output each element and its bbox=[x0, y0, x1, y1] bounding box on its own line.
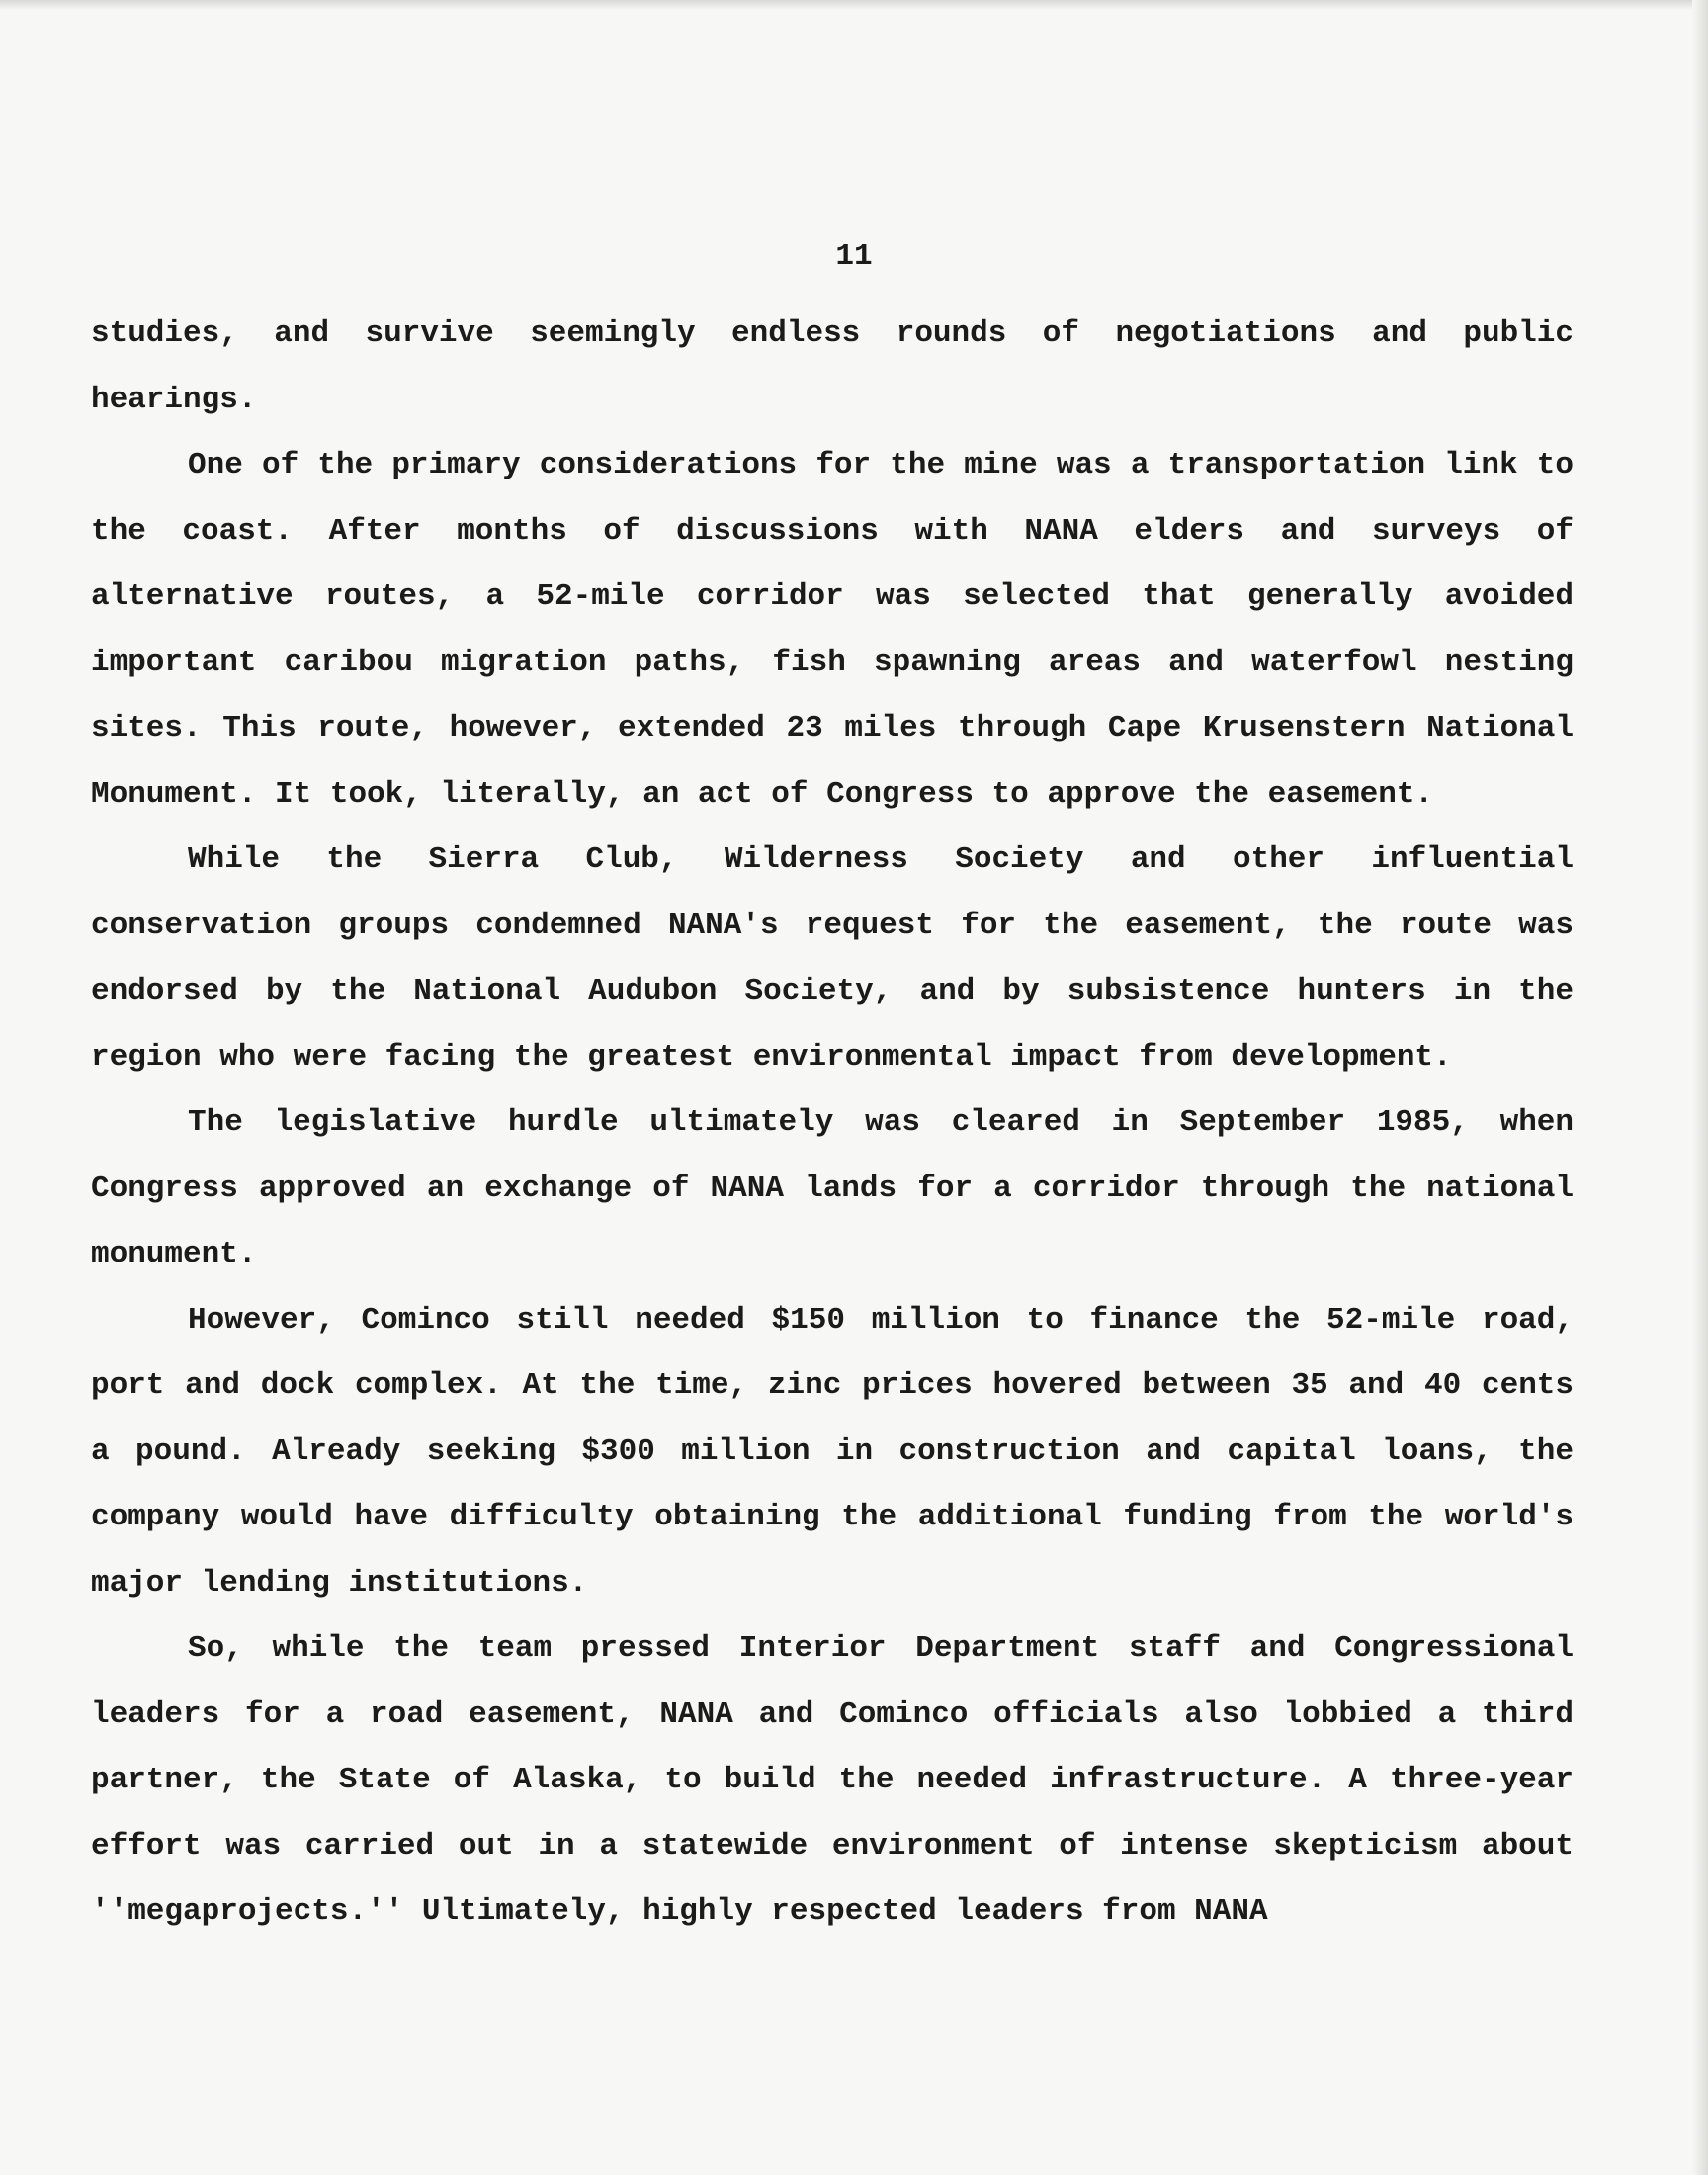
paragraph-continuation: studies, and survive seemingly endless rounds of negotiations and public hearings. bbox=[91, 316, 1574, 417]
paragraph-financing: However, Cominco still needed $150 million to finance the 52-mile road, port and dock complex. At the time, zinc prices hovered between 35 and 40 cents a pound. Already seeking $300 million in construction and capital loans, the company would have difficulty obtaining the additional funding from the world's major lending institutions. bbox=[91, 1302, 1574, 1601]
paragraph-transportation-link: One of the primary considerations for the mine was a transportation link to the coast. After months of discussions with NANA elders and surveys of alternative routes, a 52-mile corridor was selected that generally avoided important caribou migration paths, fish spawning areas and waterfowl nesting sites. This route, however, extended 23 miles through Cape Krusenstern National Monument. It took, literally, an act of Congress to approve the easement. bbox=[91, 448, 1574, 812]
scan-edge-right bbox=[1692, 0, 1708, 2175]
paragraph-conservation-groups: While the Sierra Club, Wilderness Society and other influential conservation groups condemned NANA's request for the easement, the route was endorsed by the National Audubon Society, and by subsistence hunters in the region who were facing the greatest environmental impact from development. bbox=[91, 842, 1574, 1075]
paragraph-legislative-hurdle: The legislative hurdle ultimately was cleared in September 1985, when Congress approved an exchange of NANA lands for a corridor through the national monument. bbox=[91, 1105, 1574, 1271]
paragraph-state-partner: So, while the team pressed Interior Department staff and Congressional leaders for a road easement, NANA and Cominco officials also lobbied a third partner, the State of Alaska, to build the needed infrastructure. A three-year effort was carried out in a statewide environment of intense skepticism about ''megaprojects.'' Ultimately, highly respected leaders from NANA bbox=[91, 1631, 1574, 1929]
page-number: 11 bbox=[835, 239, 873, 274]
body-text bbox=[91, 302, 1574, 1946]
scan-edge-top bbox=[0, 0, 1708, 10]
